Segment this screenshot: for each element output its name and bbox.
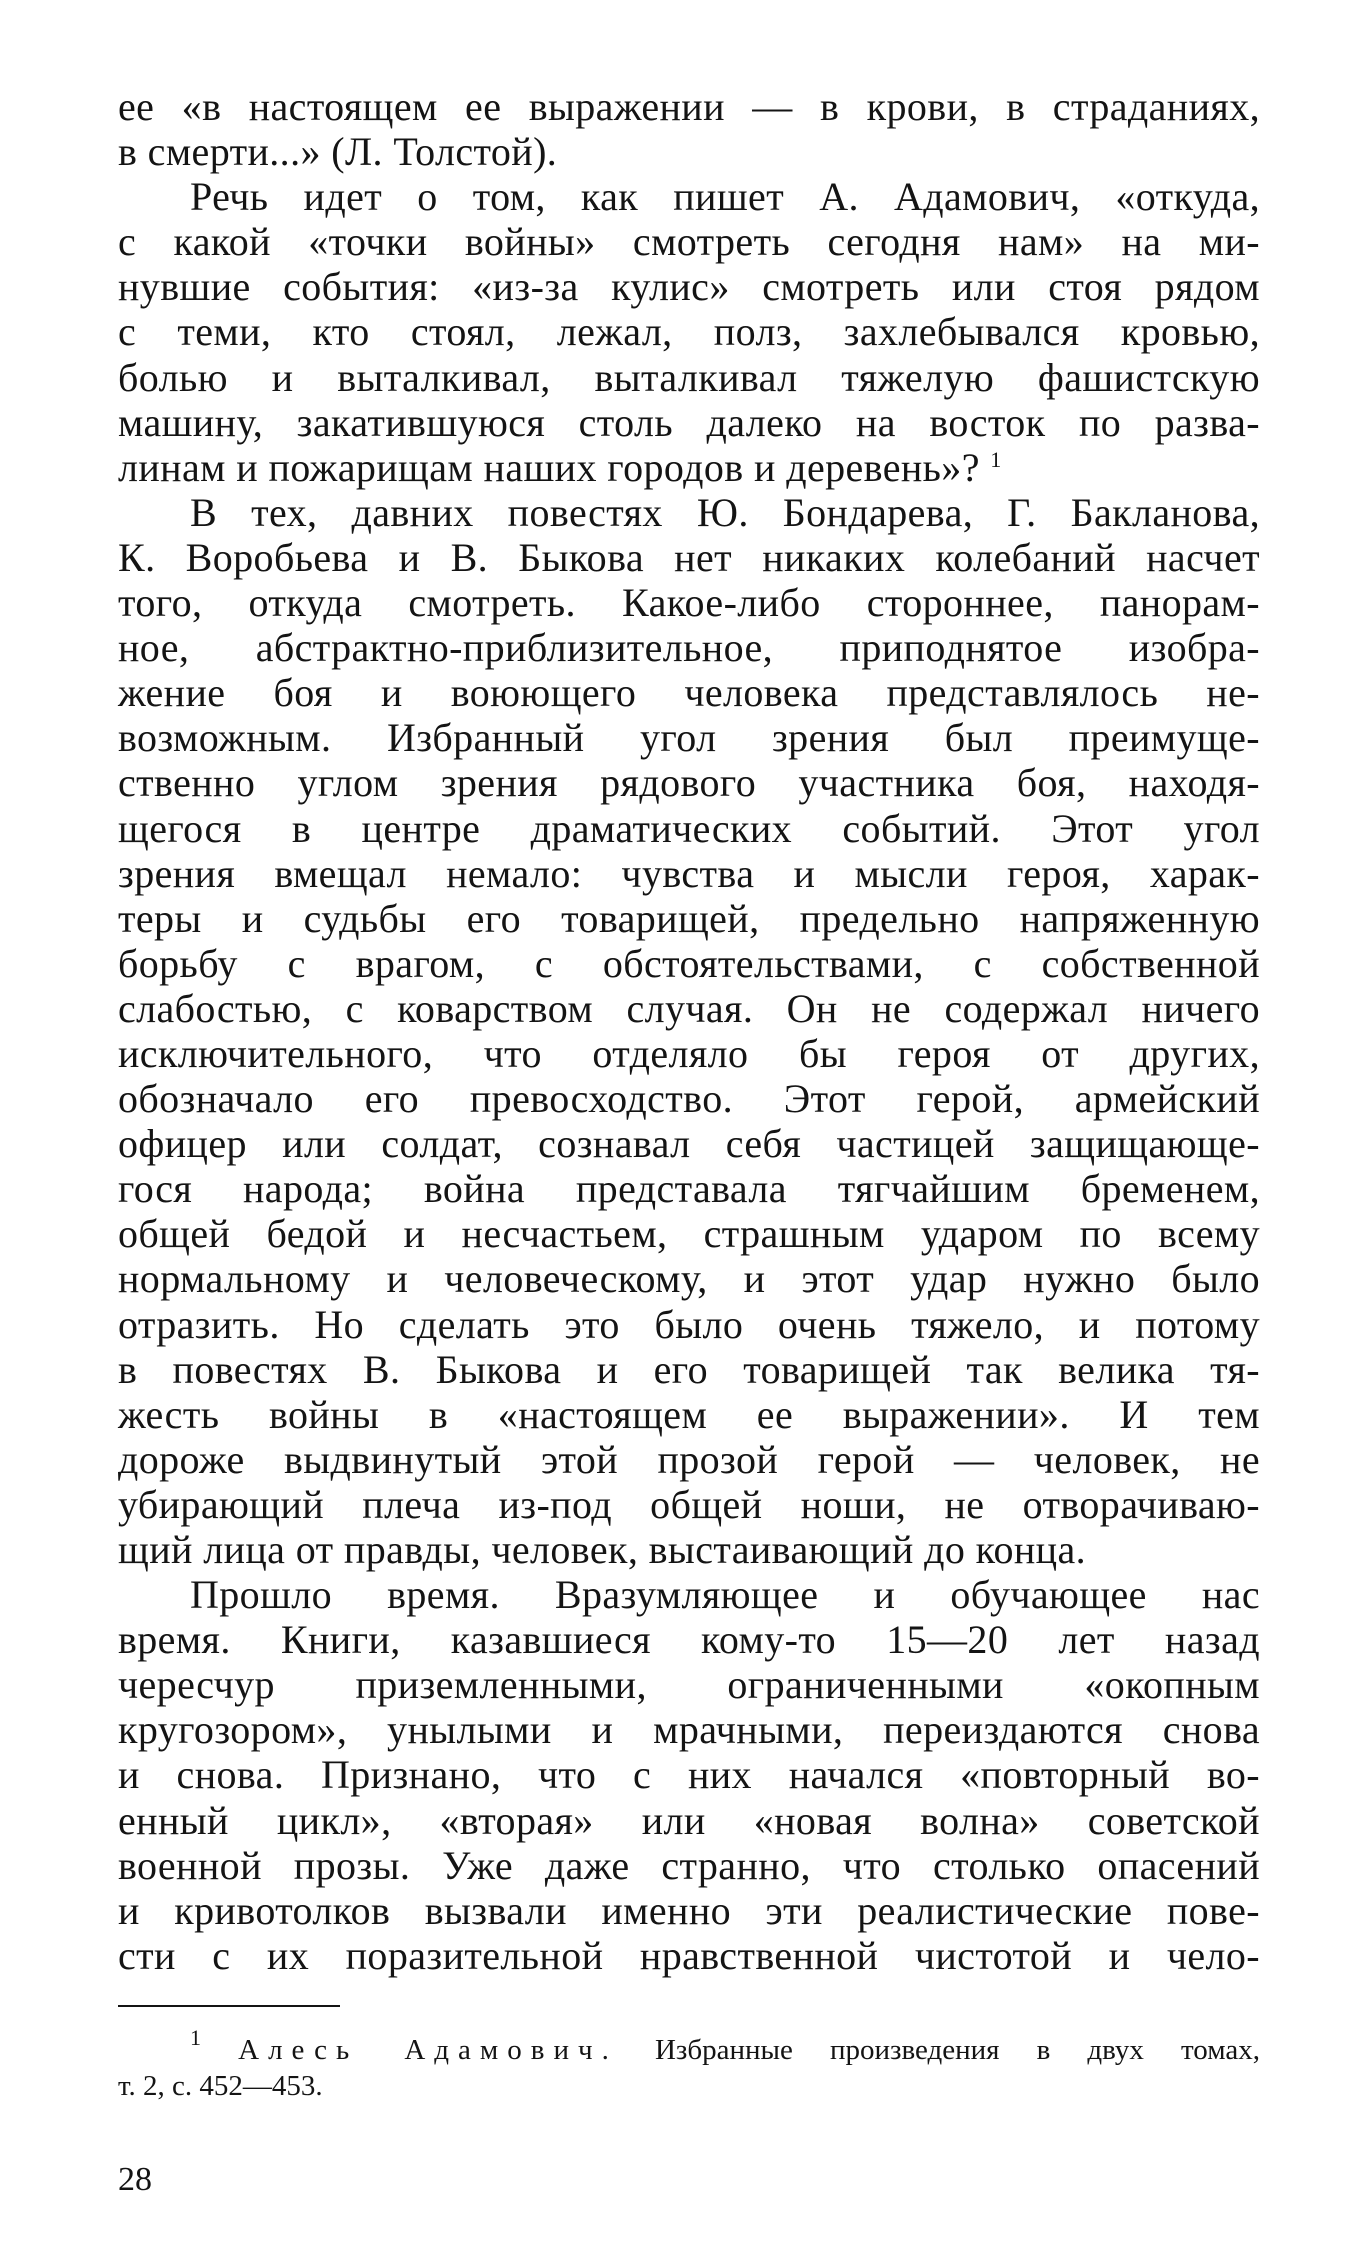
text-line xyxy=(118,1211,1260,1256)
text-line xyxy=(118,1933,1260,1978)
text-line-content: машину, закатившуюся столь далеко на восток по разва- xyxy=(118,399,1260,445)
text-line-content: жение боя и воюющего человека представлялось не- xyxy=(118,670,1260,716)
text-line-content: нувшие события: «из-за кулис» смотреть или стоя рядом xyxy=(118,264,1260,310)
text-line xyxy=(118,1707,1260,1752)
text-line xyxy=(118,355,1260,400)
text-line xyxy=(118,1166,1260,1211)
footnote-reference: 1 xyxy=(990,446,1002,472)
text-line-content: Прошло время. Вразумляющее и обучающее нас xyxy=(190,1572,1260,1618)
footnote-line xyxy=(118,2025,1261,2068)
text-line xyxy=(118,1437,1260,1482)
text-line xyxy=(118,84,1260,129)
text-line-content: зрения вмещал немало: чувства и мысли героя, харак- xyxy=(118,850,1260,896)
text-line-content: линам и пожарищам наших городов и деревень»? xyxy=(118,444,980,490)
text-line xyxy=(118,1843,1260,1888)
text-line xyxy=(118,1302,1260,1347)
text-line xyxy=(118,896,1260,941)
text-line xyxy=(118,580,1260,625)
text-line xyxy=(118,1121,1260,1166)
text-line-content: в повестях В. Быкова и его товарищей так велика тя- xyxy=(118,1346,1260,1392)
text-line-content: с теми, кто стоял, лежал, полз, захлебывался кровью, xyxy=(118,309,1260,355)
text-line xyxy=(118,986,1260,1031)
text-line-content: офицер или солдат, сознавал себя частицей защищающе- xyxy=(118,1121,1260,1167)
text-line-content: щий лица от правды, человек, выстаивающий до конца. xyxy=(118,1527,1087,1572)
text-line xyxy=(118,806,1260,851)
text-line-content: В тех, давних повестях Ю. Бондарева, Г. Бакланова, xyxy=(190,489,1260,535)
text-line-content: болью и выталкивал, выталкивал тяжелую фашистскую xyxy=(118,354,1260,400)
text-line-content: убирающий плеча из-под общей ноши, не отворачиваю- xyxy=(118,1481,1260,1527)
text-line-content: того, откуда смотреть. Какое-либо стороннее, панорам- xyxy=(118,580,1260,626)
text-line-content: время. Книги, казавшиеся кому-то 15—20 лет назад xyxy=(118,1617,1260,1663)
text-line-content: исключительного, что отделяло бы героя от других, xyxy=(118,1030,1260,1076)
text-line-content: дороже выдвинутый этой прозой герой — человек, не xyxy=(118,1436,1260,1482)
text-line-content: ее «в настоящем ее выражении — в крови, в страданиях, xyxy=(118,84,1260,129)
text-line xyxy=(118,1347,1260,1392)
text-line xyxy=(118,941,1260,986)
text-line xyxy=(118,1888,1260,1933)
text-line-content: общей бедой и несчастьем, страшным ударом по всему xyxy=(118,1211,1260,1257)
text-line-content: слабостью, с коварством случая. Он не содержал ничего xyxy=(118,985,1260,1031)
text-line-content: борьбу с врагом, с обстоятельствами, с собственной xyxy=(118,940,1260,986)
text-line-content: щегося в центре драматических событий. Этот угол xyxy=(118,805,1260,851)
text-line xyxy=(118,1392,1260,1437)
text-line xyxy=(118,1662,1260,1707)
text-line-content: кругозором», унылыми и мрачными, переиздаются снова xyxy=(118,1707,1260,1753)
footnote xyxy=(118,2025,1261,2104)
text-line-content: ное, абстрактно-приблизительное, приподнятое изобра- xyxy=(118,625,1260,671)
text-line xyxy=(118,1256,1260,1301)
footnote-line: т. 2, с. 452—453. xyxy=(118,2070,323,2102)
text-line xyxy=(118,219,1260,264)
text-line xyxy=(118,670,1260,715)
text-line-content: нормальному и человеческому, и этот удар нужно было xyxy=(118,1256,1260,1302)
text-line xyxy=(118,1572,1260,1617)
text-line-content: обозначало его превосходство. Этот герой, армейский xyxy=(118,1076,1260,1122)
text-line-content: теры и судьбы его товарищей, предельно напряженную xyxy=(118,895,1260,941)
text-line-content: енный цикл», «вторая» или «новая волна» советской xyxy=(118,1797,1260,1843)
text-line xyxy=(118,400,1260,445)
text-line-content: жесть войны в «настоящем ее выражении». И тем xyxy=(118,1391,1260,1437)
text-line xyxy=(118,264,1260,309)
text-line-content: возможным. Избранный угол зрения был преимуще- xyxy=(118,715,1260,761)
text-line xyxy=(118,1076,1260,1121)
text-line xyxy=(118,1617,1260,1662)
text-line xyxy=(118,1798,1260,1843)
text-line-content: ственно углом зрения рядового участника боя, находя- xyxy=(118,760,1260,806)
footnote-author: Алесь Адамович. xyxy=(238,2034,618,2066)
text-line xyxy=(118,309,1260,354)
text-line-content: и кривотолков вызвали именно эти реалистические пове- xyxy=(118,1887,1260,1933)
text-line xyxy=(118,445,1260,490)
text-line xyxy=(118,625,1260,670)
text-line xyxy=(118,535,1260,580)
text-line xyxy=(118,1482,1260,1527)
text-line xyxy=(118,1527,1260,1572)
footnote-title: Избранные произведения в двух томах, xyxy=(654,2034,1261,2066)
text-line xyxy=(118,174,1260,219)
text-line xyxy=(118,129,1260,174)
text-line xyxy=(118,851,1260,896)
text-line xyxy=(118,715,1260,760)
body-text xyxy=(118,84,1260,1978)
text-line-content: сти с их поразительной нравственной чистотой и чело- xyxy=(118,1932,1260,1978)
text-line-content: в смерти...» (Л. Толстой). xyxy=(118,129,558,175)
text-line-content: гося народа; война представала тягчайшим бременем, xyxy=(118,1166,1260,1212)
text-line xyxy=(118,760,1260,805)
text-line-content: с какой «точки войны» смотреть сегодня нам» на ми- xyxy=(118,219,1260,265)
text-line xyxy=(118,1752,1260,1797)
footnote-divider xyxy=(118,2005,340,2007)
text-line-content: и снова. Признано, что с них начался «повторный во- xyxy=(118,1752,1260,1798)
page-number: 28 xyxy=(118,2161,152,2198)
text-line-content: отразить. Но сделать это было очень тяжело, и потому xyxy=(118,1301,1260,1347)
text-line xyxy=(118,1031,1260,1076)
text-line-content: К. Воробьева и В. Быкова нет никаких колебаний насчет xyxy=(118,534,1260,580)
text-line-content: чересчур приземленными, ограниченными «окопным xyxy=(118,1662,1260,1708)
text-line-content: военной прозы. Уже даже странно, что столько опасений xyxy=(118,1842,1260,1888)
text-line xyxy=(118,490,1260,535)
footnote-marker: 1 xyxy=(190,2025,201,2050)
text-line-content: Речь идет о том, как пишет А. Адамович, «откуда, xyxy=(190,174,1260,220)
